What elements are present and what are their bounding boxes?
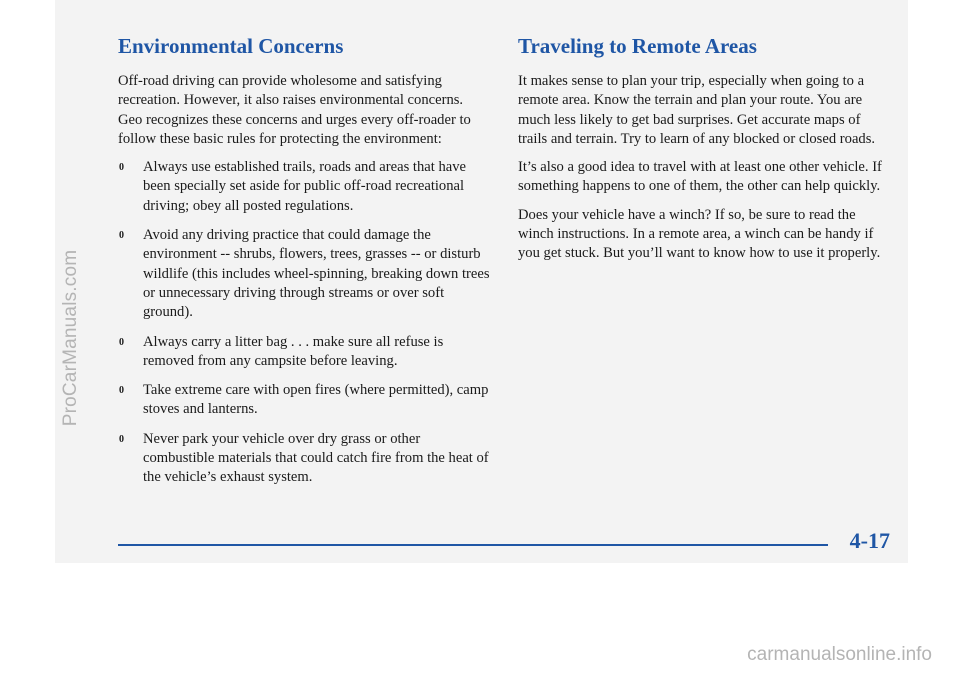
list-item-text: Always use established trails, roads and areas that have been specially set aside for public off-road recreational driving; obey all posted regulations. [143, 159, 466, 214]
page-number: 4-17 [849, 528, 890, 553]
list-item-text: Never park your vehicle over dry grass or other combustible materials that could catch fire from the heat of the vehicle’s exhaust system. [143, 430, 489, 486]
side-watermark: ProCarManuals.com [60, 249, 81, 427]
body-paragraph: It’s also a good idea to travel with at least one other vehicle. If something happens to one of them, the other can help quickly. [518, 159, 882, 195]
body-paragraph: It makes sense to plan your trip, especially when going to a remote area. Know the terrain and plan your route. You are much less likely to get bad surprises. Get accurate maps of trails and terrain. Try to learn of any blocked or closed roads. [518, 73, 876, 147]
bullet-icon: 0 [119, 162, 124, 174]
list-item [118, 158, 490, 216]
bullet-icon: 0 [119, 433, 124, 445]
footer-divider [118, 544, 828, 546]
list-item [118, 333, 490, 372]
list-item [118, 381, 490, 420]
bullet-icon: 0 [119, 336, 124, 348]
body-paragraph: Does your vehicle have a winch? If so, be sure to read the winch instructions. In a remote area, a winch can be handy if you get stuck. But you’ll want to know how to use it properly. [518, 206, 881, 262]
intro-paragraph: Off-road driving can provide wholesome and satisfying recreation. However, it also raises environmental concerns. Geo recognizes these concerns and urges every off-roader to follow these basic rules for protecting the environment: [118, 73, 471, 147]
section-heading-remote-areas: Traveling to Remote Areas [518, 34, 757, 58]
list-item [118, 430, 490, 488]
bullet-icon: 0 [119, 385, 124, 397]
list-item-text: Avoid any driving practice that could damage the environment -- shrubs, flowers, trees, grasses -- or disturb wildlife (this includes wheel-spinning, breaking down trees or unnecessary driving through streams or over soft ground). [143, 227, 490, 321]
list-item-text: Always carry a litter bag . . . make sure all refuse is removed from any campsite before leaving. [143, 333, 444, 369]
section-heading-environmental-concerns: Environmental Concerns [118, 34, 344, 58]
bottom-watermark: carmanualsonline.info [747, 644, 932, 665]
remote-areas-section [518, 32, 888, 273]
rules-list [118, 158, 490, 487]
list-item-text: Take extreme care with open fires (where permitted), camp stoves and lanterns. [143, 382, 489, 418]
bullet-icon: 0 [119, 230, 124, 242]
list-item [118, 226, 490, 322]
environmental-concerns-section [118, 32, 490, 498]
